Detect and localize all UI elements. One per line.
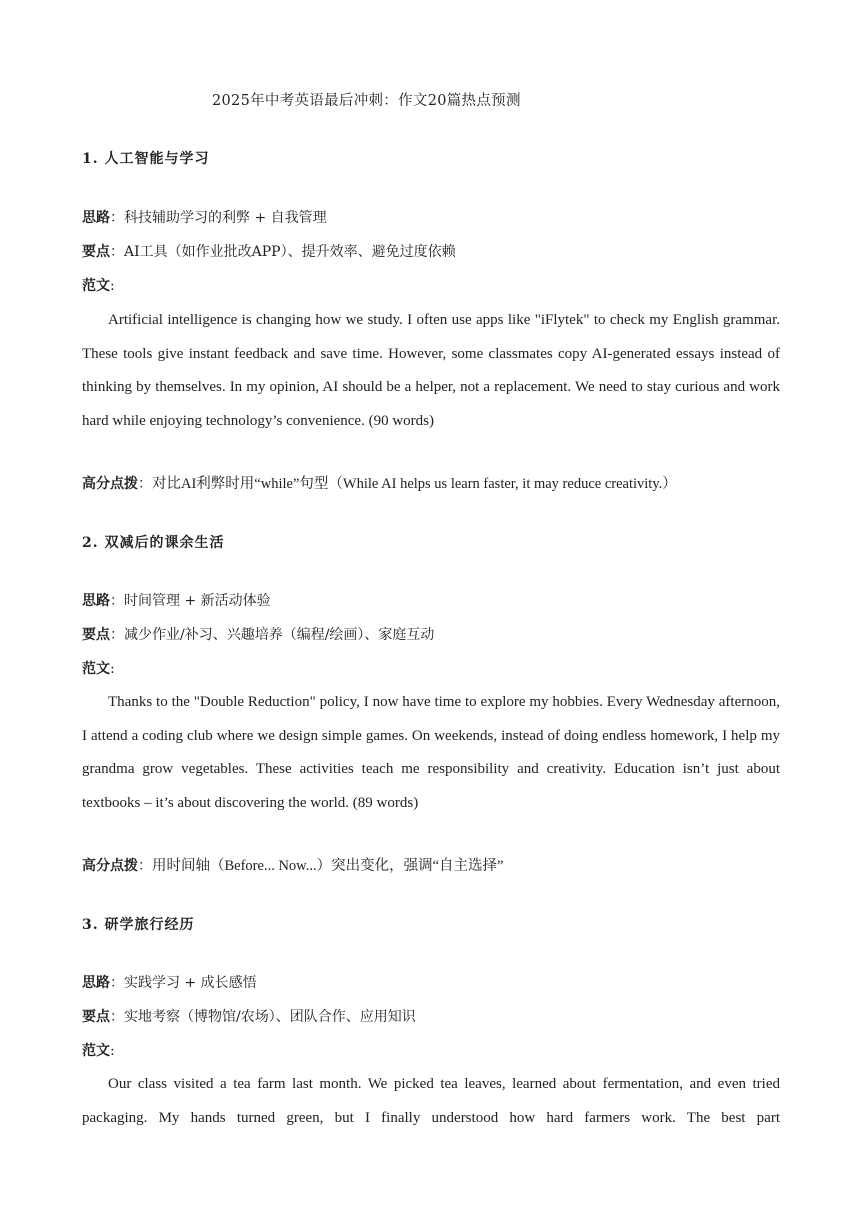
idea-text: 实践学习 + 成长感悟 — [124, 975, 257, 991]
section-heading: 2. 双减后的课余生活 — [82, 535, 225, 551]
idea-line: 思路：科技辅助学习的利弊 + 自我管理 — [82, 210, 327, 226]
section-1 — [82, 148, 780, 168]
tip-label: 高分点拨 — [82, 476, 138, 492]
idea-line: 思路：实践学习 + 成长感悟 — [82, 975, 257, 991]
section-2 — [82, 532, 780, 552]
section-heading: 1. 人工智能与学习 — [82, 151, 210, 167]
points-line: 要点：减少作业/补习、兴趣培养（编程/绘画）、家庭互动 — [82, 627, 435, 643]
points-line: 要点：AI工具（如作业批改APP）、提升效率、避免过度依赖 — [82, 244, 456, 260]
sample-line: 范文: — [82, 661, 115, 677]
tip-label: 高分点拨 — [82, 858, 138, 874]
idea-text: 时间管理 + 新活动体验 — [124, 593, 271, 609]
tip-text: 用时间轴（Before... Now...）突出变化，强调“自主选择” — [152, 858, 504, 874]
idea-label: 思路 — [82, 210, 110, 226]
idea-line: 思路：时间管理 + 新活动体验 — [82, 593, 271, 609]
points-label: 要点 — [82, 244, 110, 260]
points-text: 减少作业/补习、兴趣培养（编程/绘画）、家庭互动 — [124, 627, 435, 643]
essay-text: Thanks to the "Double Reduction" policy, I now have time to explore my hobbies. Every Wednesday afternoon, I attend a coding club where we design simple games. On weekends, instead of doing endless homework, I help my grandma grow vegetables. These activities teach me responsibility and creativity. Education isn’t just about textbooks – it’s about discovering the world. (89 words) — [82, 694, 780, 811]
essay-block — [82, 686, 780, 820]
idea-label: 思路 — [82, 975, 110, 991]
sample-label: 范文 — [82, 661, 110, 677]
section-3 — [82, 914, 780, 934]
idea-label: 思路 — [82, 593, 110, 609]
points-text: 实地考察（博物馆/农场）、团队合作、应用知识 — [124, 1009, 416, 1025]
page-title: 2025年中考英语最后冲刺：作文20篇热点预测 — [212, 93, 521, 109]
points-line: 要点：实地考察（博物馆/农场）、团队合作、应用知识 — [82, 1009, 416, 1025]
section-heading: 3. 研学旅行经历 — [82, 917, 195, 933]
essay-text: Artificial intelligence is changing how we study. I often use apps like "iFlytek" to check my English grammar. These tools give instant feedback and save time. However, some classmates copy AI-generated essays instead of thinking by themselves. In my opinion, AI should be a helper, not a replacement. We need to stay curious and work hard while enjoying technology’s convenience. (90 words) — [82, 312, 780, 429]
sample-line: 范文: — [82, 1043, 115, 1059]
tip-text: 对比AI利弊时用“while”句型（While AI helps us learn faster, it may reduce creativity.） — [152, 476, 677, 492]
sample-label: 范文 — [82, 278, 110, 294]
sample-label: 范文 — [82, 1043, 110, 1059]
essay-text: Our class visited a tea farm last month. We picked tea leaves, learned about fermentation, and even tried packaging. My hands turned green, but I finally understood how hard farmers work. The best part — [82, 1076, 780, 1126]
tip-line: 高分点拨：用时间轴（Before... Now...）突出变化，强调“自主选择” — [82, 858, 504, 874]
tip-line: 高分点拨：对比AI利弊时用“while”句型（While AI helps us learn faster, it may reduce creativity.） — [82, 476, 677, 492]
points-text: AI工具（如作业批改APP）、提升效率、避免过度依赖 — [124, 244, 456, 260]
sample-line: 范文: — [82, 278, 115, 294]
idea-text: 科技辅助学习的利弊 + 自我管理 — [124, 210, 327, 226]
essay-block — [82, 304, 780, 438]
essay-block — [82, 1068, 780, 1135]
points-label: 要点 — [82, 1009, 110, 1025]
points-label: 要点 — [82, 627, 110, 643]
